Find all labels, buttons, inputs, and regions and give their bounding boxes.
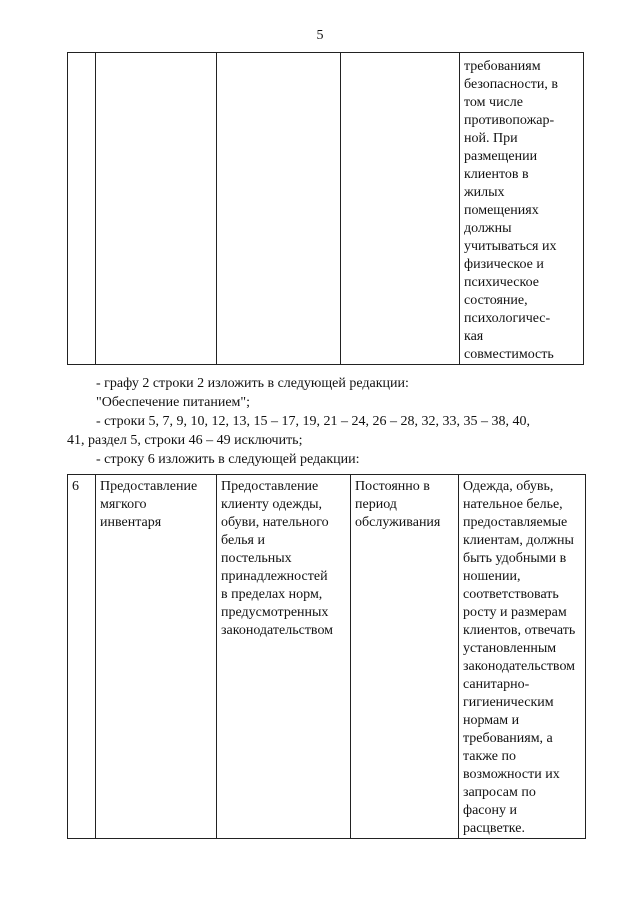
instruction-line: - строку 6 изложить в следующей редакции: bbox=[96, 452, 360, 467]
instruction-line: 41, раздел 5, строки 46 – 49 исключить; bbox=[67, 433, 303, 448]
table-cell-num bbox=[68, 475, 96, 839]
instruction-line: - графу 2 строки 2 изложить в следующей редакции: bbox=[96, 376, 409, 391]
service-requirements: Одежда, обувь, нательное белье, предоставляемые клиентам, должны быть удобными в ношении, соответствовать росту и размерам клиентов, отвечать установленным законодательством санитарно- гигиеническим нормам и требованиям, а также по возможности их запросам по фасону и расцветке. bbox=[463, 479, 576, 836]
table-cell-description bbox=[217, 475, 351, 839]
table-cell-period bbox=[341, 53, 460, 365]
service-period: Постоянно в период обслуживания bbox=[355, 479, 441, 530]
top-table bbox=[67, 52, 584, 365]
service-description: Предоставление клиенту одежды, обуви, нательного белья и постельных принадлежностей в пределах норм, предусмотренных законодательством bbox=[221, 479, 334, 638]
table-cell-description bbox=[217, 53, 341, 365]
amendment-instructions bbox=[67, 374, 586, 469]
table-cell-name bbox=[96, 53, 217, 365]
table-row bbox=[68, 53, 584, 365]
table-cell-requirements bbox=[459, 475, 586, 839]
instruction-line: - строки 5, 7, 9, 10, 12, 13, 15 – 17, 19, 21 – 24, 26 – 28, 32, 33, 35 – 38, 40, bbox=[96, 414, 530, 429]
row-number: 6 bbox=[72, 479, 79, 494]
service-name: Предоставление мягкого инвентаря bbox=[100, 479, 198, 530]
table-cell-num bbox=[68, 53, 96, 365]
table-cell-requirements bbox=[460, 53, 584, 365]
bottom-table bbox=[67, 474, 586, 839]
table-cell-name bbox=[96, 475, 217, 839]
requirements-text: требованиям безопасности, в том числе противопожар- ной. При размещении клиентов в жилых помещениях должны учитываться их физическое и психическое состояние, психологичес- кая совместимость bbox=[464, 59, 558, 362]
table-cell-period bbox=[351, 475, 459, 839]
table-row bbox=[68, 475, 586, 839]
page-number: 5 bbox=[316, 28, 324, 43]
instruction-line: "Обеспечение питанием"; bbox=[96, 395, 250, 410]
